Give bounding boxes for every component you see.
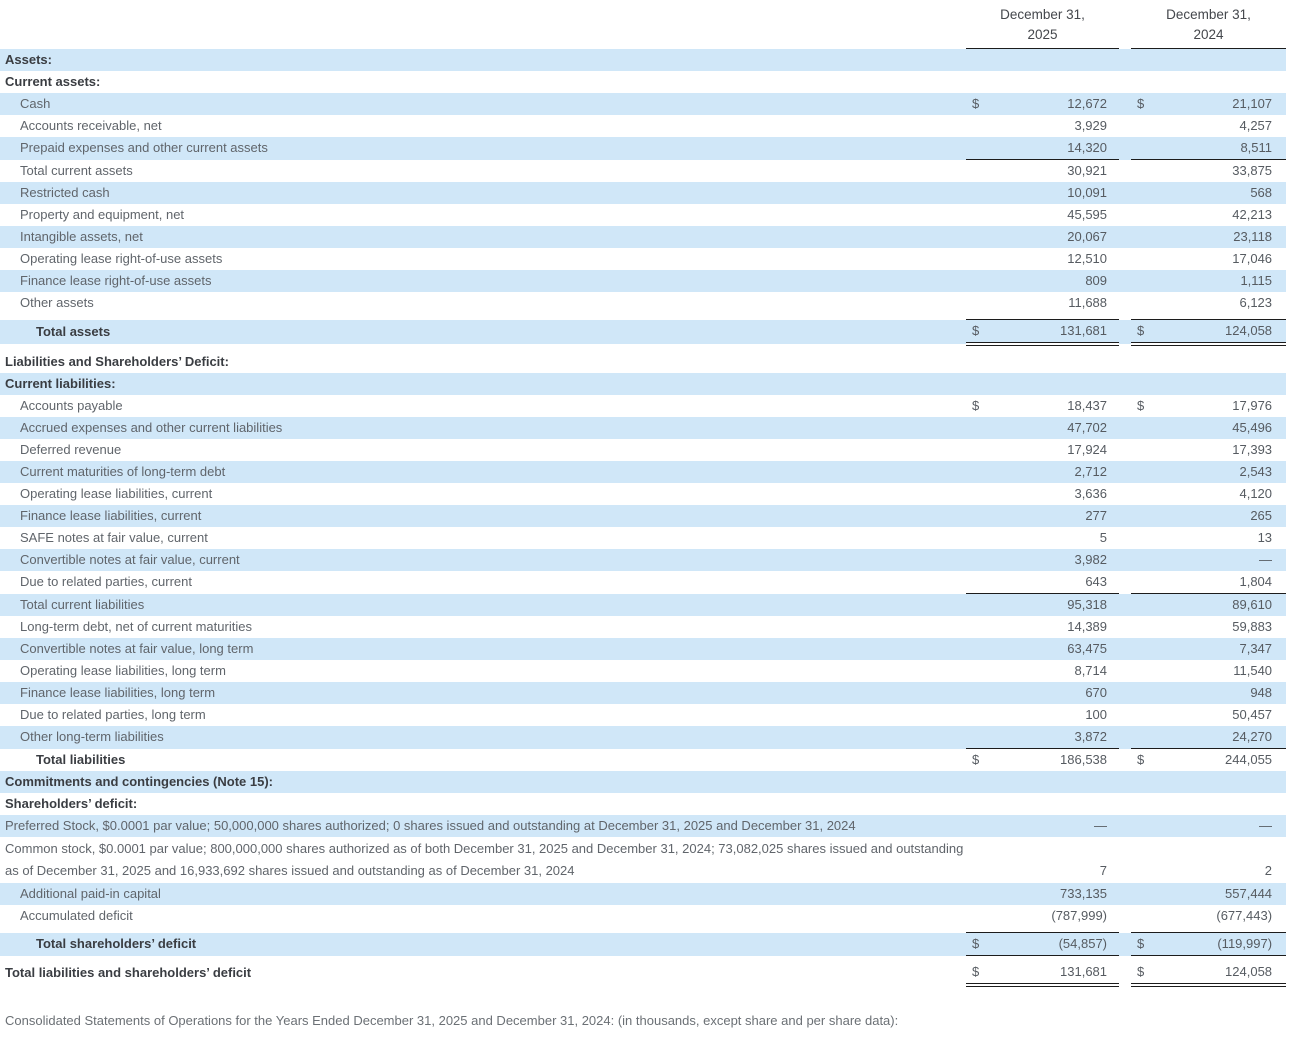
value-2024: 59,883 xyxy=(1232,619,1273,634)
currency-symbol-2024: $ xyxy=(1131,320,1153,345)
row-label: Shareholders’ deficit: xyxy=(5,796,138,811)
currency-symbol-2025 xyxy=(966,351,988,373)
value-2024: 21,107 xyxy=(1153,93,1286,115)
currency-symbol-2024 xyxy=(1131,204,1153,226)
value-2025 xyxy=(988,49,1119,72)
row-label: Deferred revenue xyxy=(20,442,122,457)
value-2025 xyxy=(988,373,1119,395)
row-label: Due to related parties, long term xyxy=(20,707,206,722)
column-gap xyxy=(1119,815,1131,837)
currency-symbol-2024 xyxy=(1131,115,1153,137)
currency-symbol-2024: $ xyxy=(1137,752,1145,767)
table-row xyxy=(0,682,1286,704)
currency-symbol-2024 xyxy=(1131,248,1153,270)
column-header-line: December 31, xyxy=(1166,7,1251,22)
table-row xyxy=(0,771,1286,793)
footer-caption: Consolidated Statements of Operations for the Years Ended December 31, 2025 and December 31, 2024: (in thousands, except share and per share data): xyxy=(5,1013,899,1028)
value-2025 xyxy=(988,793,1119,815)
label-column-header xyxy=(0,0,966,49)
column-gap xyxy=(1119,351,1131,373)
column-gap xyxy=(1119,961,1131,985)
value-2024: 89,610 xyxy=(1153,594,1286,617)
value-2024: (119,997) xyxy=(1153,933,1286,956)
row-label: Finance lease liabilities, long term xyxy=(0,682,966,704)
value-2024: 4,120 xyxy=(1239,486,1273,501)
currency-symbol-2024 xyxy=(1131,351,1153,373)
currency-symbol-2025: $ xyxy=(966,961,988,985)
column-gap xyxy=(1119,115,1131,137)
currency-symbol-2024 xyxy=(1131,594,1153,617)
column-gap xyxy=(1119,933,1131,956)
row-label: Due to related parties, current xyxy=(20,574,192,590)
column-gap xyxy=(1119,270,1131,292)
row-label: Liabilities and Shareholders’ Deficit: xyxy=(5,354,229,369)
row-label: Restricted cash xyxy=(0,182,966,204)
column-gap xyxy=(1119,883,1131,905)
table-row xyxy=(0,49,1286,72)
currency-symbol-2024 xyxy=(1131,439,1153,461)
row-label: Long-term debt, net of current maturities xyxy=(20,619,252,634)
currency-symbol-2025 xyxy=(966,505,988,527)
row-label: SAFE notes at fair value, current xyxy=(20,530,208,545)
currency-symbol-2024: $ xyxy=(1137,398,1145,413)
currency-symbol-2025 xyxy=(966,270,988,292)
table-row xyxy=(0,660,1286,682)
currency-symbol-2025 xyxy=(966,682,988,704)
value-2025: 95,318 xyxy=(988,594,1119,617)
column-header-line: 2025 xyxy=(1027,27,1058,42)
value-2025: 45,595 xyxy=(1067,207,1108,222)
currency-symbol-2025 xyxy=(966,417,988,439)
currency-symbol-2024 xyxy=(1131,660,1153,682)
value-2025: 809 xyxy=(988,270,1119,292)
currency-symbol-2024 xyxy=(1131,704,1153,726)
currency-symbol-2025: $ xyxy=(966,320,988,345)
value-2024: 2 xyxy=(1264,863,1273,878)
currency-symbol-2024 xyxy=(1131,483,1153,505)
value-2024: 13 xyxy=(1257,530,1273,545)
value-2024: 17,046 xyxy=(1232,251,1273,266)
value-2025: 3,982 xyxy=(988,549,1119,571)
column-header-2024 xyxy=(1131,0,1286,49)
currency-symbol-2024 xyxy=(1131,638,1153,660)
currency-symbol-2024 xyxy=(1131,837,1153,883)
currency-symbol-2024 xyxy=(1131,137,1153,160)
currency-symbol-2025 xyxy=(966,373,988,395)
value-2025: 3,929 xyxy=(1074,118,1108,133)
currency-symbol-2025 xyxy=(966,638,988,660)
currency-symbol-2025 xyxy=(966,49,988,72)
value-2025: 14,389 xyxy=(1067,619,1108,634)
currency-symbol-2024 xyxy=(1131,182,1153,204)
currency-symbol-2024 xyxy=(1131,505,1153,527)
table-row xyxy=(0,961,1286,985)
table-row xyxy=(0,933,1286,956)
currency-symbol-2025 xyxy=(966,226,988,248)
row-label: Preferred Stock, $0.0001 par value; 50,000,000 shares authorized; 0 shares issued and outstanding at December 31, 2025 and December 31, 2024 xyxy=(0,815,966,837)
currency-symbol-2024 xyxy=(1131,549,1153,571)
table-row xyxy=(0,395,1286,417)
row-label: Operating lease liabilities, long term xyxy=(20,663,226,678)
currency-symbol-2024 xyxy=(1131,527,1153,549)
value-2024 xyxy=(1153,793,1286,815)
value-2024 xyxy=(1153,373,1286,395)
column-header-line: 2024 xyxy=(1193,27,1224,42)
currency-symbol-2024 xyxy=(1131,71,1153,93)
column-gap xyxy=(1119,204,1131,226)
table-row xyxy=(0,704,1286,726)
column-gap xyxy=(1119,137,1131,160)
table-row xyxy=(0,182,1286,204)
column-gap xyxy=(1119,682,1131,704)
value-2025: 7 xyxy=(1099,863,1108,878)
table-row xyxy=(0,883,1286,905)
currency-symbol-2025 xyxy=(966,793,988,815)
value-2025: 5 xyxy=(1099,530,1108,545)
value-2025: 186,538 xyxy=(1060,752,1108,767)
column-header-line: December 31, xyxy=(1000,7,1085,22)
row-label: Total liabilities and shareholders’ deficit xyxy=(5,965,252,980)
currency-symbol-2025 xyxy=(966,71,988,93)
row-label: Total current liabilities xyxy=(0,594,966,617)
value-2025: 17,924 xyxy=(1067,442,1108,457)
value-2024: — xyxy=(1153,815,1286,837)
column-gap xyxy=(1119,417,1131,439)
value-2024: 8,511 xyxy=(1153,137,1286,160)
row-label: Finance lease right-of-use assets xyxy=(0,270,966,292)
currency-symbol-2025 xyxy=(966,527,988,549)
currency-symbol-2025 xyxy=(966,461,988,483)
table-row xyxy=(0,226,1286,248)
value-2025: (54,857) xyxy=(988,933,1119,956)
column-gap xyxy=(1119,549,1131,571)
currency-symbol-2024: $ xyxy=(1131,933,1153,956)
row-label: Other long-term liabilities xyxy=(0,726,966,749)
currency-symbol-2025: $ xyxy=(966,933,988,956)
spacer-cell xyxy=(0,344,1286,351)
currency-symbol-2025 xyxy=(966,160,988,183)
column-gap xyxy=(1119,373,1131,395)
currency-symbol-2025 xyxy=(966,704,988,726)
currency-symbol-2025 xyxy=(966,571,988,594)
value-2024: 6,123 xyxy=(1239,295,1273,310)
column-gap xyxy=(1119,527,1131,549)
value-2024 xyxy=(1153,351,1286,373)
currency-symbol-2025 xyxy=(966,137,988,160)
currency-symbol-2025 xyxy=(966,248,988,270)
currency-symbol-2025 xyxy=(966,439,988,461)
currency-symbol-2025 xyxy=(966,115,988,137)
column-gap xyxy=(1119,248,1131,270)
value-2025: 47,702 xyxy=(988,417,1119,439)
value-2024: 33,875 xyxy=(1232,163,1273,178)
value-2025: 63,475 xyxy=(988,638,1119,660)
row-label: Accounts receivable, net xyxy=(20,118,162,133)
column-gap xyxy=(1119,320,1131,345)
value-2024: 11,540 xyxy=(1233,663,1273,678)
value-2024: 124,058 xyxy=(1153,320,1286,345)
value-2024: 1,804 xyxy=(1153,571,1286,594)
value-2024: 557,444 xyxy=(1153,883,1286,905)
row-label: Total current assets xyxy=(20,162,133,178)
row-label: Accounts payable xyxy=(20,398,123,413)
currency-symbol-2024 xyxy=(1131,616,1153,638)
row-label: Assets: xyxy=(0,49,966,72)
value-2024: 1,115 xyxy=(1153,270,1286,292)
currency-symbol-2025 xyxy=(966,905,988,927)
row-label: Finance lease liabilities, current xyxy=(0,505,966,527)
value-2024: 50,457 xyxy=(1232,707,1273,722)
value-2024: 23,118 xyxy=(1153,226,1286,248)
value-2024: 948 xyxy=(1153,682,1286,704)
currency-symbol-2024 xyxy=(1131,815,1153,837)
value-2024: 45,496 xyxy=(1153,417,1286,439)
row-label: Intangible assets, net xyxy=(0,226,966,248)
row-label: Cash xyxy=(0,93,966,115)
row-label: Common stock, $0.0001 par value; 800,000,000 shares authorized as of both December 31, 2025 and December 31, 2024; 73,082,025 shares issued and outstanding as of December 31, 2025 and 16,933,692 shares issued and outstanding as of December 31, 2024 xyxy=(5,841,964,878)
value-2024: 124,058 xyxy=(1153,961,1286,985)
column-gap xyxy=(1119,0,1131,49)
value-2025: 3,636 xyxy=(1074,486,1108,501)
row-label: Operating lease liabilities, current xyxy=(20,486,213,501)
value-2024: 244,055 xyxy=(1225,752,1273,767)
currency-symbol-2025: $ xyxy=(972,398,980,413)
value-2024: — xyxy=(1153,549,1286,571)
currency-symbol-2025 xyxy=(966,182,988,204)
currency-symbol-2025 xyxy=(966,660,988,682)
value-2025: 2,712 xyxy=(988,461,1119,483)
column-gap xyxy=(1119,660,1131,682)
value-2025: — xyxy=(988,815,1119,837)
table-row xyxy=(0,549,1286,571)
currency-symbol-2024 xyxy=(1131,160,1153,183)
table-row xyxy=(0,461,1286,483)
value-2024 xyxy=(1153,49,1286,72)
value-2024: 42,213 xyxy=(1232,207,1273,222)
table-row xyxy=(0,905,1286,927)
row-label: Accumulated deficit xyxy=(20,908,133,923)
currency-symbol-2024 xyxy=(1131,682,1153,704)
table-row xyxy=(0,616,1286,638)
table-row xyxy=(0,483,1286,505)
column-gap xyxy=(1119,292,1131,314)
value-2025: 30,921 xyxy=(1067,163,1108,178)
row-label: Current liabilities: xyxy=(0,373,966,395)
table-row xyxy=(0,115,1286,137)
value-2025: 14,320 xyxy=(988,137,1119,160)
value-2025: 643 xyxy=(988,571,1119,594)
currency-symbol-2025 xyxy=(966,726,988,749)
row-label: Additional paid-in capital xyxy=(0,883,966,905)
currency-symbol-2024 xyxy=(1131,270,1153,292)
currency-symbol-2025 xyxy=(966,883,988,905)
column-gap xyxy=(1119,793,1131,815)
table-row xyxy=(0,527,1286,549)
column-gap xyxy=(1119,160,1131,183)
currency-symbol-2024 xyxy=(1131,771,1153,793)
value-2024: 17,976 xyxy=(1232,398,1273,413)
row-label: Current assets: xyxy=(5,74,101,89)
table-row xyxy=(0,160,1286,183)
currency-symbol-2025 xyxy=(966,204,988,226)
value-2025: 277 xyxy=(988,505,1119,527)
column-gap xyxy=(1119,571,1131,594)
column-gap xyxy=(1119,182,1131,204)
currency-symbol-2025 xyxy=(966,483,988,505)
value-2025: 12,672 xyxy=(988,93,1119,115)
column-gap xyxy=(1119,638,1131,660)
value-2025: 11,688 xyxy=(1068,295,1108,310)
table-row xyxy=(0,749,1286,772)
table-row xyxy=(0,137,1286,160)
column-gap xyxy=(1119,726,1131,749)
column-gap xyxy=(1119,461,1131,483)
column-gap xyxy=(1119,439,1131,461)
value-2025 xyxy=(988,71,1119,93)
column-gap xyxy=(1119,749,1131,772)
table-row xyxy=(0,248,1286,270)
value-2025: 131,681 xyxy=(988,961,1119,985)
spacer-row xyxy=(0,344,1286,351)
table-row xyxy=(0,270,1286,292)
column-gap xyxy=(1119,505,1131,527)
table-row xyxy=(0,417,1286,439)
value-2025: 3,872 xyxy=(988,726,1119,749)
table-row xyxy=(0,793,1286,815)
currency-symbol-2024 xyxy=(1131,373,1153,395)
value-2024: 568 xyxy=(1153,182,1286,204)
currency-symbol-2024 xyxy=(1131,793,1153,815)
row-label: Total assets xyxy=(0,320,966,345)
currency-symbol-2024 xyxy=(1131,417,1153,439)
value-2024: 24,270 xyxy=(1153,726,1286,749)
value-2024: 7,347 xyxy=(1153,638,1286,660)
value-2024: 265 xyxy=(1153,505,1286,527)
row-label: Commitments and contingencies (Note 15): xyxy=(0,771,966,793)
table-row xyxy=(0,351,1286,373)
value-2025: 733,135 xyxy=(988,883,1119,905)
value-2025: 670 xyxy=(988,682,1119,704)
value-2025: 18,437 xyxy=(1067,398,1108,413)
column-gap xyxy=(1119,704,1131,726)
value-2025 xyxy=(988,771,1119,793)
table-row xyxy=(0,204,1286,226)
currency-symbol-2025 xyxy=(966,292,988,314)
value-2025: 12,510 xyxy=(1067,251,1108,266)
table-row xyxy=(0,505,1286,527)
table-row xyxy=(0,439,1286,461)
table-row xyxy=(0,292,1286,314)
currency-symbol-2025 xyxy=(966,594,988,617)
value-2024: 2,543 xyxy=(1153,461,1286,483)
currency-symbol-2024 xyxy=(1131,226,1153,248)
column-gap xyxy=(1119,93,1131,115)
currency-symbol-2025 xyxy=(966,837,988,883)
currency-symbol-2024: $ xyxy=(1131,93,1153,115)
value-2025: (787,999) xyxy=(1051,908,1108,923)
column-gap xyxy=(1119,226,1131,248)
row-label: Accrued expenses and other current liabilities xyxy=(0,417,966,439)
row-label: Convertible notes at fair value, long term xyxy=(0,638,966,660)
header-row xyxy=(0,0,1286,49)
row-label: Current maturities of long-term debt xyxy=(0,461,966,483)
column-gap xyxy=(1119,837,1131,883)
currency-symbol-2024 xyxy=(1131,292,1153,314)
currency-symbol-2025 xyxy=(966,616,988,638)
value-2025: 100 xyxy=(1085,707,1108,722)
value-2025: 20,067 xyxy=(988,226,1119,248)
row-label: Property and equipment, net xyxy=(20,207,185,222)
currency-symbol-2024 xyxy=(1131,571,1153,594)
value-2025: 8,714 xyxy=(1074,663,1108,678)
column-gap xyxy=(1119,49,1131,72)
value-2024: (677,443) xyxy=(1216,908,1273,923)
value-2025: 131,681 xyxy=(988,320,1119,345)
table-row xyxy=(0,638,1286,660)
value-2024: 4,257 xyxy=(1239,118,1273,133)
value-2024 xyxy=(1153,71,1286,93)
column-gap xyxy=(1119,395,1131,417)
column-gap xyxy=(1119,905,1131,927)
table-row xyxy=(0,837,1286,883)
row-label: Prepaid expenses and other current assets xyxy=(0,137,966,160)
value-2025 xyxy=(988,351,1119,373)
row-label: Convertible notes at fair value, current xyxy=(0,549,966,571)
column-header-2025 xyxy=(966,0,1119,49)
currency-symbol-2024 xyxy=(1131,726,1153,749)
column-gap xyxy=(1119,71,1131,93)
value-2024: 17,393 xyxy=(1232,442,1273,457)
currency-symbol-2025 xyxy=(966,815,988,837)
currency-symbol-2024 xyxy=(1131,461,1153,483)
currency-symbol-2024: $ xyxy=(1131,961,1153,985)
column-gap xyxy=(1119,771,1131,793)
table-row xyxy=(0,373,1286,395)
currency-symbol-2025 xyxy=(966,549,988,571)
currency-symbol-2024 xyxy=(1131,905,1153,927)
row-label: Total liabilities xyxy=(36,751,126,767)
value-2025: 10,091 xyxy=(988,182,1119,204)
table-row xyxy=(0,71,1286,93)
row-label: Other assets xyxy=(20,295,94,310)
table-row xyxy=(0,320,1286,345)
column-gap xyxy=(1119,483,1131,505)
currency-symbol-2025 xyxy=(966,771,988,793)
currency-symbol-2024 xyxy=(1131,49,1153,72)
column-gap xyxy=(1119,616,1131,638)
currency-symbol-2025: $ xyxy=(972,752,980,767)
row-label: Total shareholders’ deficit xyxy=(0,933,966,956)
row-label: Operating lease right-of-use assets xyxy=(20,251,223,266)
table-row xyxy=(0,571,1286,594)
currency-symbol-2024 xyxy=(1131,883,1153,905)
table-row xyxy=(0,815,1286,837)
table-row xyxy=(0,93,1286,115)
column-gap xyxy=(1119,594,1131,617)
value-2024 xyxy=(1153,771,1286,793)
table-row xyxy=(0,594,1286,617)
table-row xyxy=(0,726,1286,749)
currency-symbol-2025: $ xyxy=(966,93,988,115)
